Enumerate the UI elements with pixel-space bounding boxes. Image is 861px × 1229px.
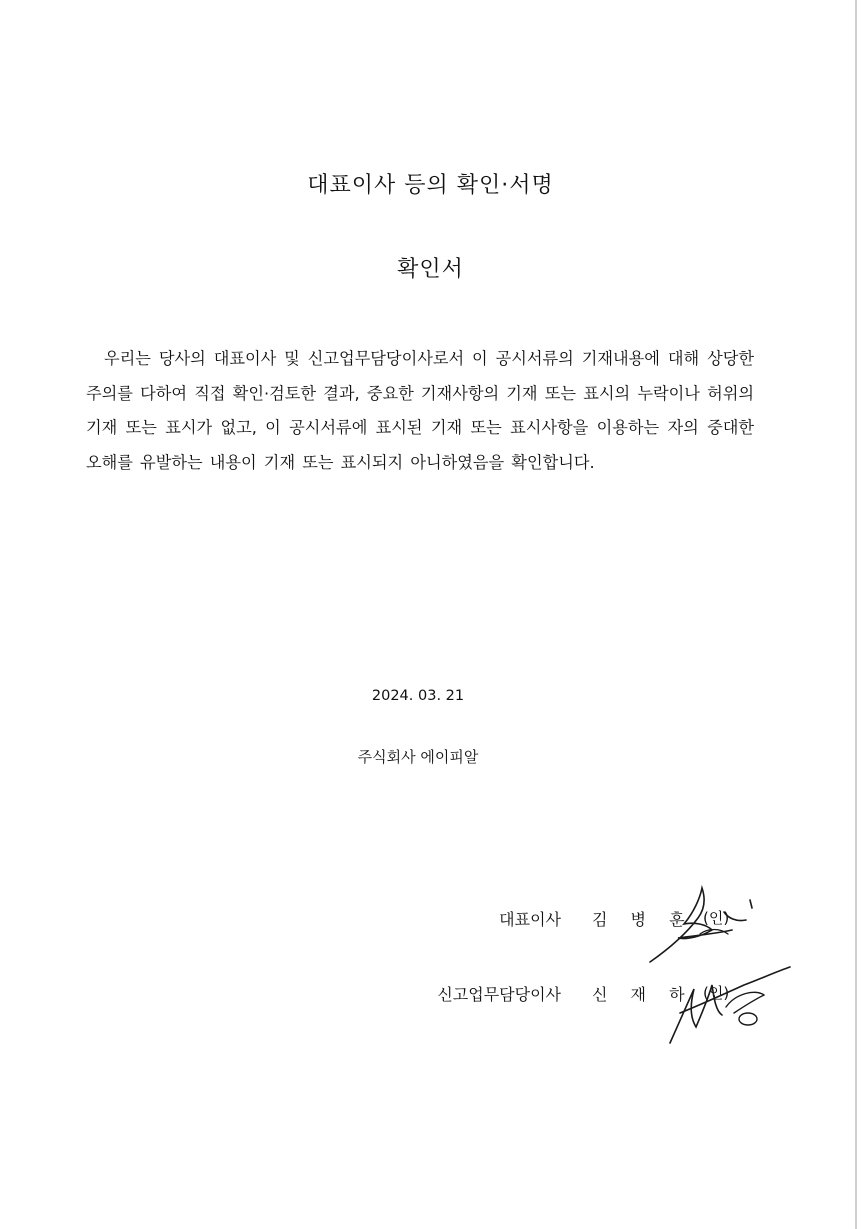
signatory-role: 대표이사 <box>499 910 561 929</box>
signatory-role: 신고업무담당이사 <box>437 985 561 1004</box>
signatory-row-ceo <box>0 907 861 935</box>
signatory-name: 신 재 하 <box>592 985 694 1004</box>
signatory-row-disclosure-director <box>0 982 861 1010</box>
seal-mark: (인) <box>703 984 730 1002</box>
seal-mark: (인) <box>703 909 730 927</box>
company-name: 주식회사 에이피알 <box>357 748 479 766</box>
confirmation-body-text: 우리는 당사의 대표이사 및 신고업무담당이사로서 이 공시서류의 기재내용에 대해 상당한 주의를 다하여 직접 확인·검토한 결과, 중요한 기재사항의 기재 또는 표시의 누락이나 허위의 기재 또는 표시가 없고, 이 공시서류에 표시된 기재 또는 표시사항을 이용하는 자의 중대한 오해를 유발하는 내용이 기재 또는 표시되지 아니하였음을 확인합니다. <box>86 349 754 472</box>
document-date: 2024. 03. 21 <box>371 688 465 704</box>
document-title: 대표이사 등의 확인·서명 <box>307 173 554 198</box>
document-subtitle: 확인서 <box>397 257 464 282</box>
signatory-name: 김 병 훈 <box>592 910 694 929</box>
